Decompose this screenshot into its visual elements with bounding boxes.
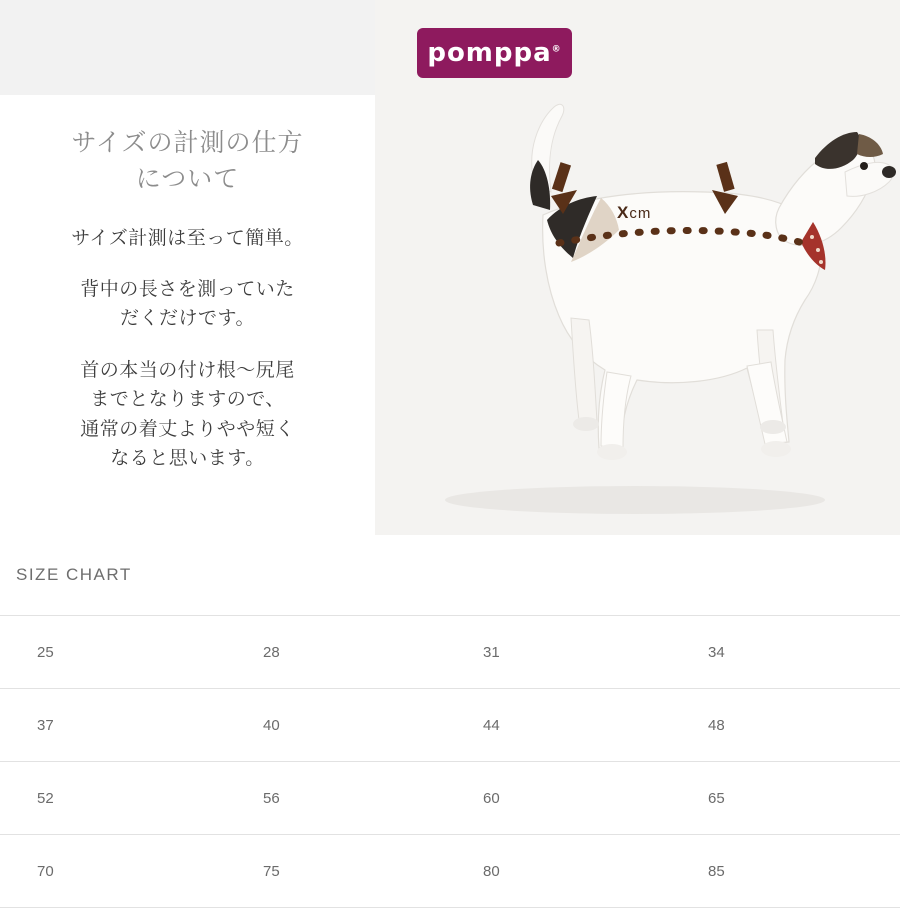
- table-cell: 31: [450, 616, 675, 689]
- brand-logo: [417, 28, 572, 78]
- panel-paragraph-2-line2: だくだけです。: [120, 308, 255, 330]
- panel-paragraph-3: [26, 356, 349, 474]
- measure-label: [617, 203, 651, 223]
- panel-paragraph-2: [26, 275, 349, 334]
- table-cell: 44: [450, 689, 675, 762]
- size-chart-table-wrap: [0, 615, 900, 908]
- table-row: [0, 689, 900, 762]
- table-cell: 48: [675, 689, 900, 762]
- table-row: [0, 616, 900, 689]
- info-panel: [0, 95, 375, 535]
- table-cell: 40: [225, 689, 450, 762]
- panel-title: [26, 125, 349, 198]
- panel-paragraph-2-line1: 背中の長さを測っていた: [80, 278, 295, 300]
- table-row: [0, 835, 900, 908]
- panel-title-line1: サイズの計測の仕方: [71, 129, 304, 157]
- size-chart-table: [0, 615, 900, 908]
- table-cell: 70: [0, 835, 225, 908]
- panel-paragraph-3-line4: なると思います。: [110, 448, 265, 470]
- size-chart-header: [0, 535, 900, 615]
- panel-title-line2: について: [135, 165, 240, 194]
- table-cell: 85: [675, 835, 900, 908]
- table-cell: 34: [675, 616, 900, 689]
- table-cell: 65: [675, 762, 900, 835]
- table-cell: 80: [450, 835, 675, 908]
- panel-paragraph-3-line1: 首の本当の付け根〜尻尾: [80, 359, 295, 381]
- panel-paragraph-3-line3: 通常の着丈よりやや短く: [80, 418, 295, 440]
- panel-paragraph-1: [26, 224, 349, 253]
- table-cell: 52: [0, 762, 225, 835]
- dog-photo: [375, 0, 900, 535]
- measure-value: X: [617, 203, 630, 222]
- dog-illustration: [375, 0, 900, 535]
- table-cell: 28: [225, 616, 450, 689]
- table-cell: 75: [225, 835, 450, 908]
- panel-paragraph-1-line1: サイズ計測は至って簡単。: [71, 227, 304, 249]
- measure-unit: cm: [629, 205, 652, 222]
- size-chart-body: [0, 616, 900, 908]
- size-chart-title: SIZE CHART: [16, 565, 132, 584]
- table-cell: 56: [225, 762, 450, 835]
- brand-name: pomppa®: [427, 38, 562, 68]
- table-cell: 37: [0, 689, 225, 762]
- table-row: [0, 762, 900, 835]
- table-cell: 25: [0, 616, 225, 689]
- table-cell: 60: [450, 762, 675, 835]
- panel-paragraph-3-line2: までとなりますので、: [90, 389, 285, 411]
